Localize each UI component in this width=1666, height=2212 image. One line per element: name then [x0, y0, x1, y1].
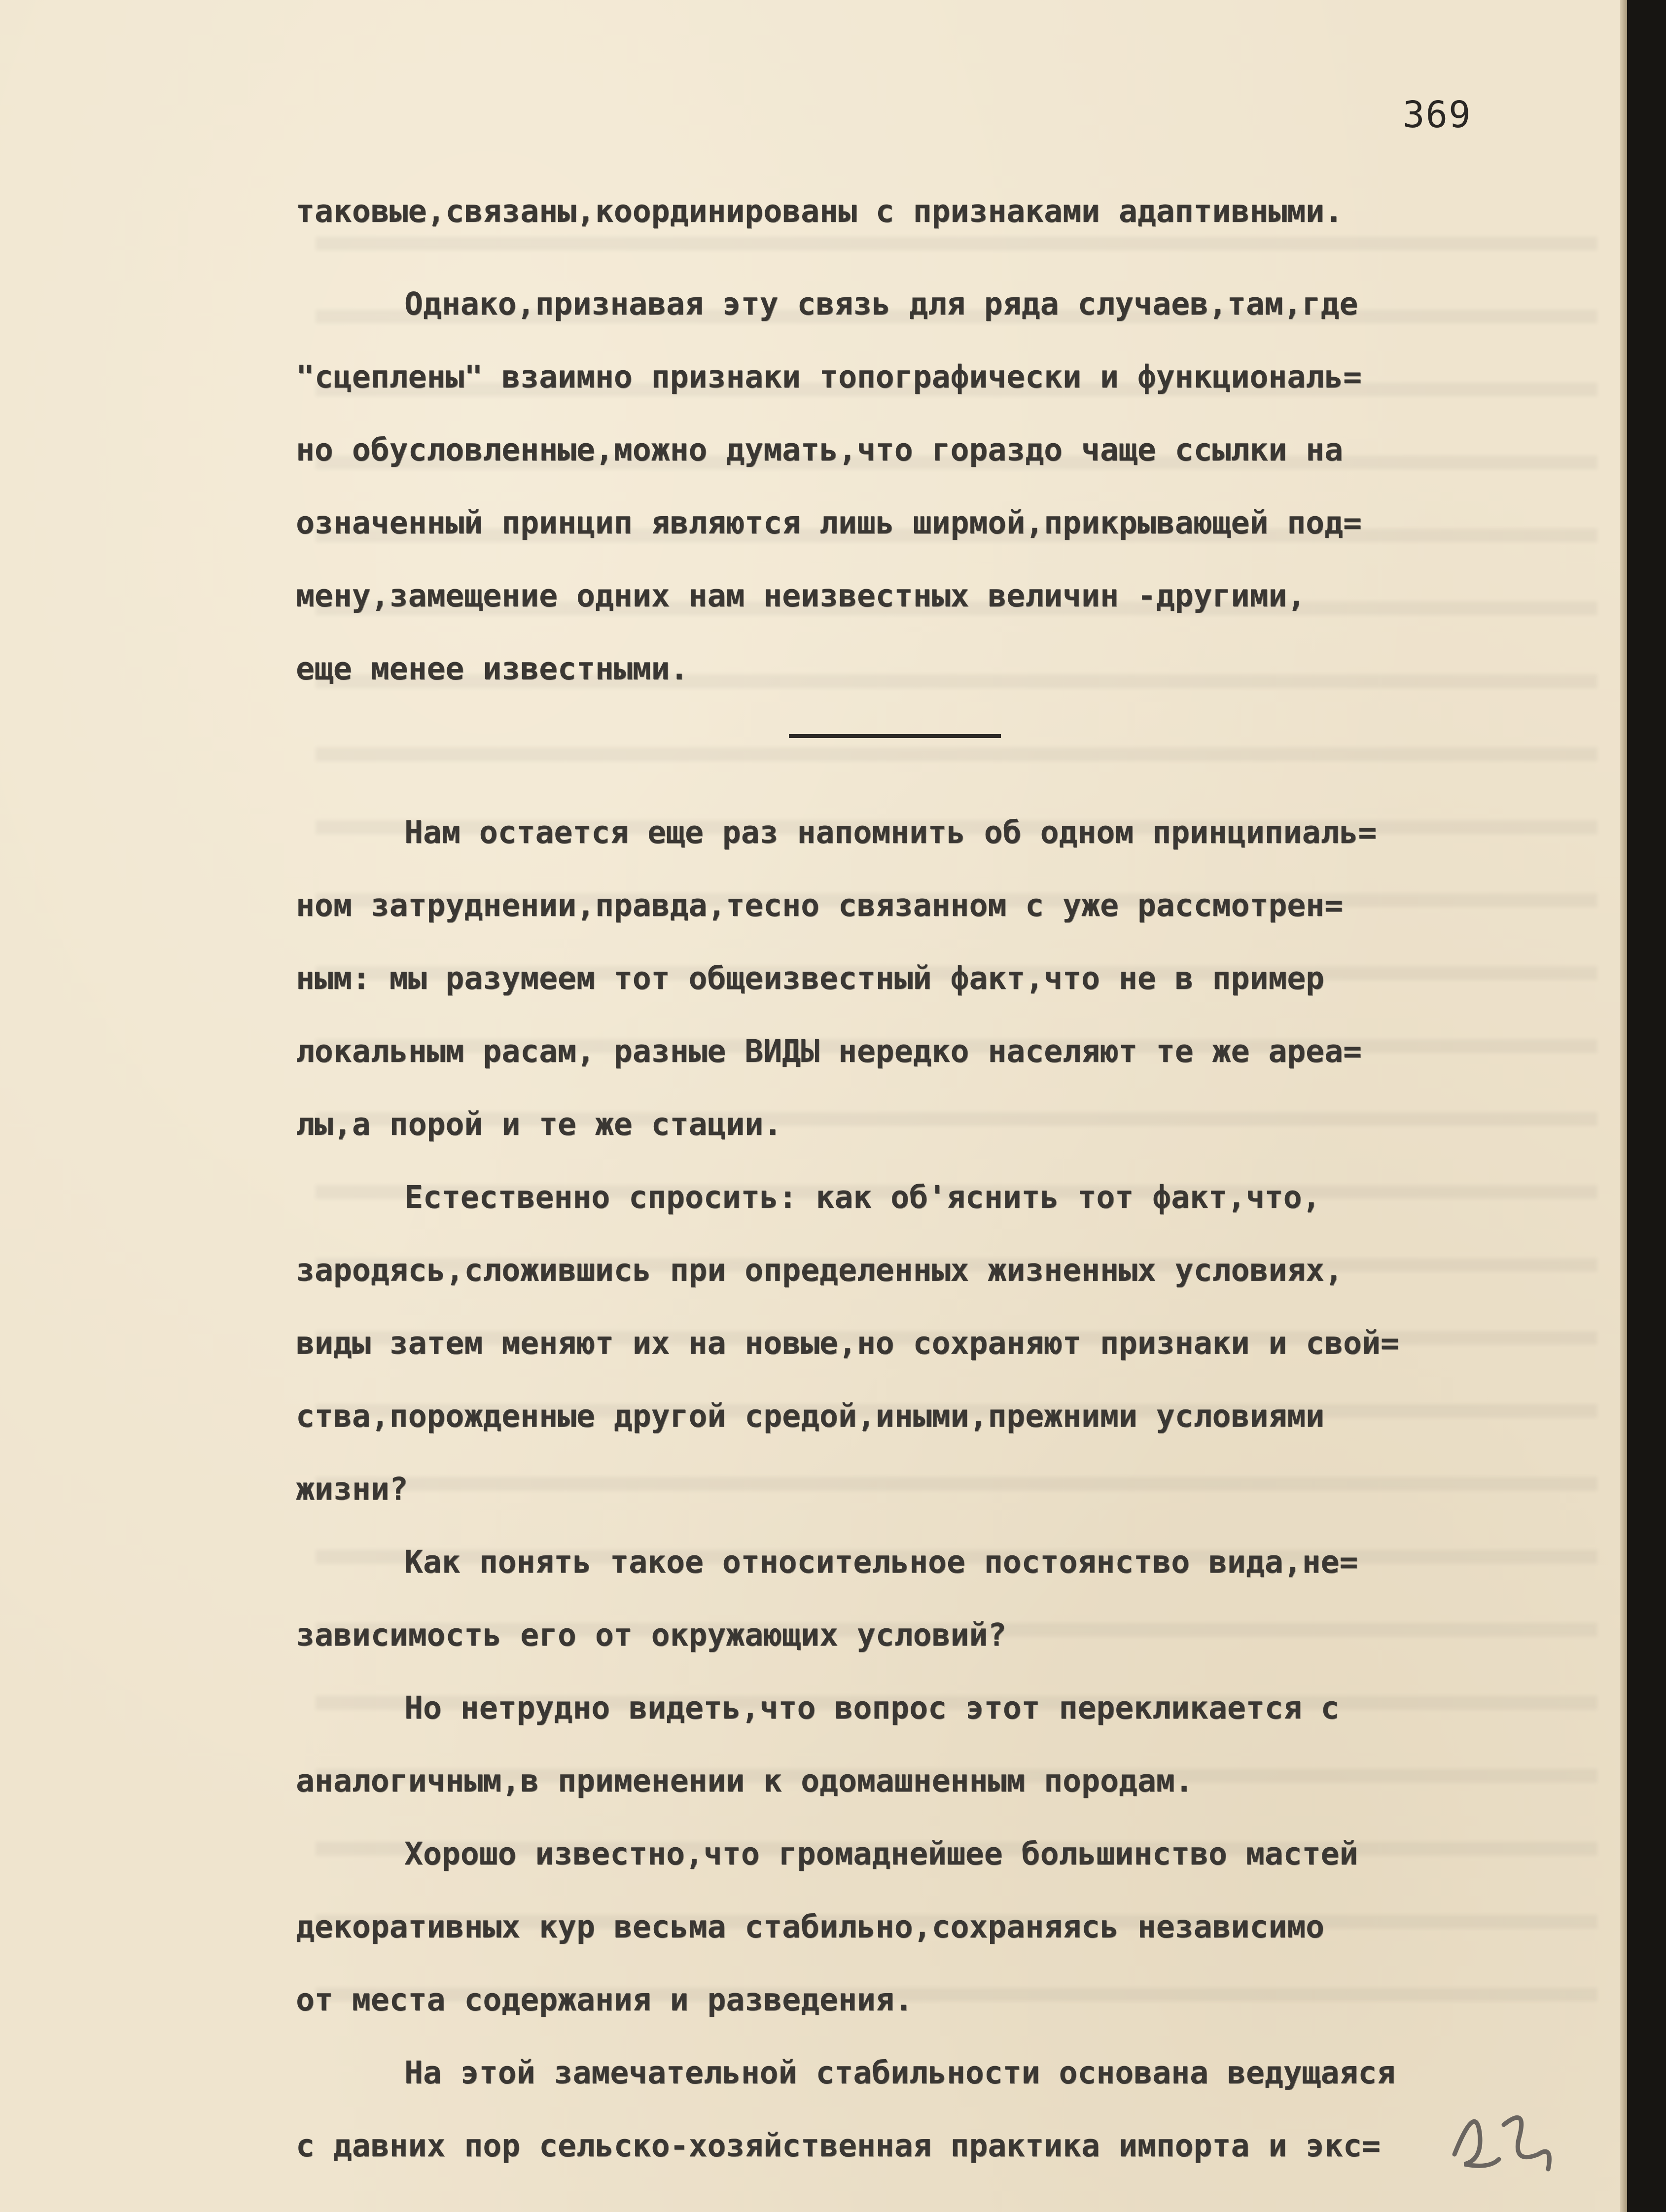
text-line: Но нетрудно видеть,что вопрос этот перекликается с — [404, 1690, 1340, 1726]
text-line: жизни? — [296, 1471, 408, 1507]
text-line: ным: мы разумеем тот общеизвестный факт,что не в пример — [296, 960, 1325, 996]
text-line: локальным расам, разные ВИДЫ нередко населяют те же ареа= — [296, 1033, 1362, 1069]
text-line: зависимость его от окружающих условий? — [296, 1617, 1007, 1653]
text-line: ном затруднении,правда,тесно связанном с уже рассмотрен= — [296, 887, 1344, 923]
handwritten-signature-mark — [1445, 2095, 1563, 2179]
text-line: лы,а порой и те же стации. — [296, 1106, 782, 1142]
text-line: с давних пор сельско-хозяйственная практика импорта и экс= — [296, 2128, 1381, 2164]
text-line: аналогичным,в применении к одомашненным породам. — [296, 1763, 1194, 1799]
text-line: зародясь,сложившись при определенных жизненных условиях, — [296, 1252, 1344, 1288]
text-line: декоративных кур весьма стабильно,сохраняясь независимо — [296, 1909, 1325, 1945]
text-line: ства,порожденные другой средой,иными,прежними условиями — [296, 1398, 1325, 1434]
text-line: но обусловленные,можно думать,что гораздо чаще ссылки на — [296, 432, 1344, 468]
page-number: 369 — [1403, 94, 1472, 136]
text-line: Нам остается еще раз напомнить об одном принципиаль= — [404, 814, 1377, 850]
section-divider — [789, 734, 1001, 738]
text-line: означенный принцип являются лишь ширмой,прикрывающей под= — [296, 505, 1362, 541]
text-line: Естественно спросить: как об'яснить тот факт,что, — [404, 1179, 1321, 1215]
page-edge — [1620, 0, 1627, 2212]
text-line: мену,замещение одних нам неизвестных величин -другими, — [296, 578, 1306, 614]
text-line: таковые,связаны,координированы с признаками адаптивными. — [296, 193, 1344, 229]
typewritten-body — [296, 175, 1607, 2182]
text-line: Хорошо известно,что громаднейшее большинство мастей — [404, 1836, 1358, 1872]
text-line: На этой замечательной стабильности основана ведущаяся — [404, 2055, 1396, 2091]
text-line: от места содержания и разведения. — [296, 1982, 913, 2018]
text-line: еще менее известными. — [296, 651, 689, 687]
text-line: Однако,признавая эту связь для ряда случаев,там,где — [404, 286, 1358, 322]
text-line: Как понять такое относительное постоянство вида,не= — [404, 1544, 1358, 1580]
text-line: "сцеплены" взаимно признаки топографически и функциональ= — [296, 359, 1362, 395]
text-line: виды затем меняют их на новые,но сохраняют признаки и свой= — [296, 1325, 1399, 1361]
